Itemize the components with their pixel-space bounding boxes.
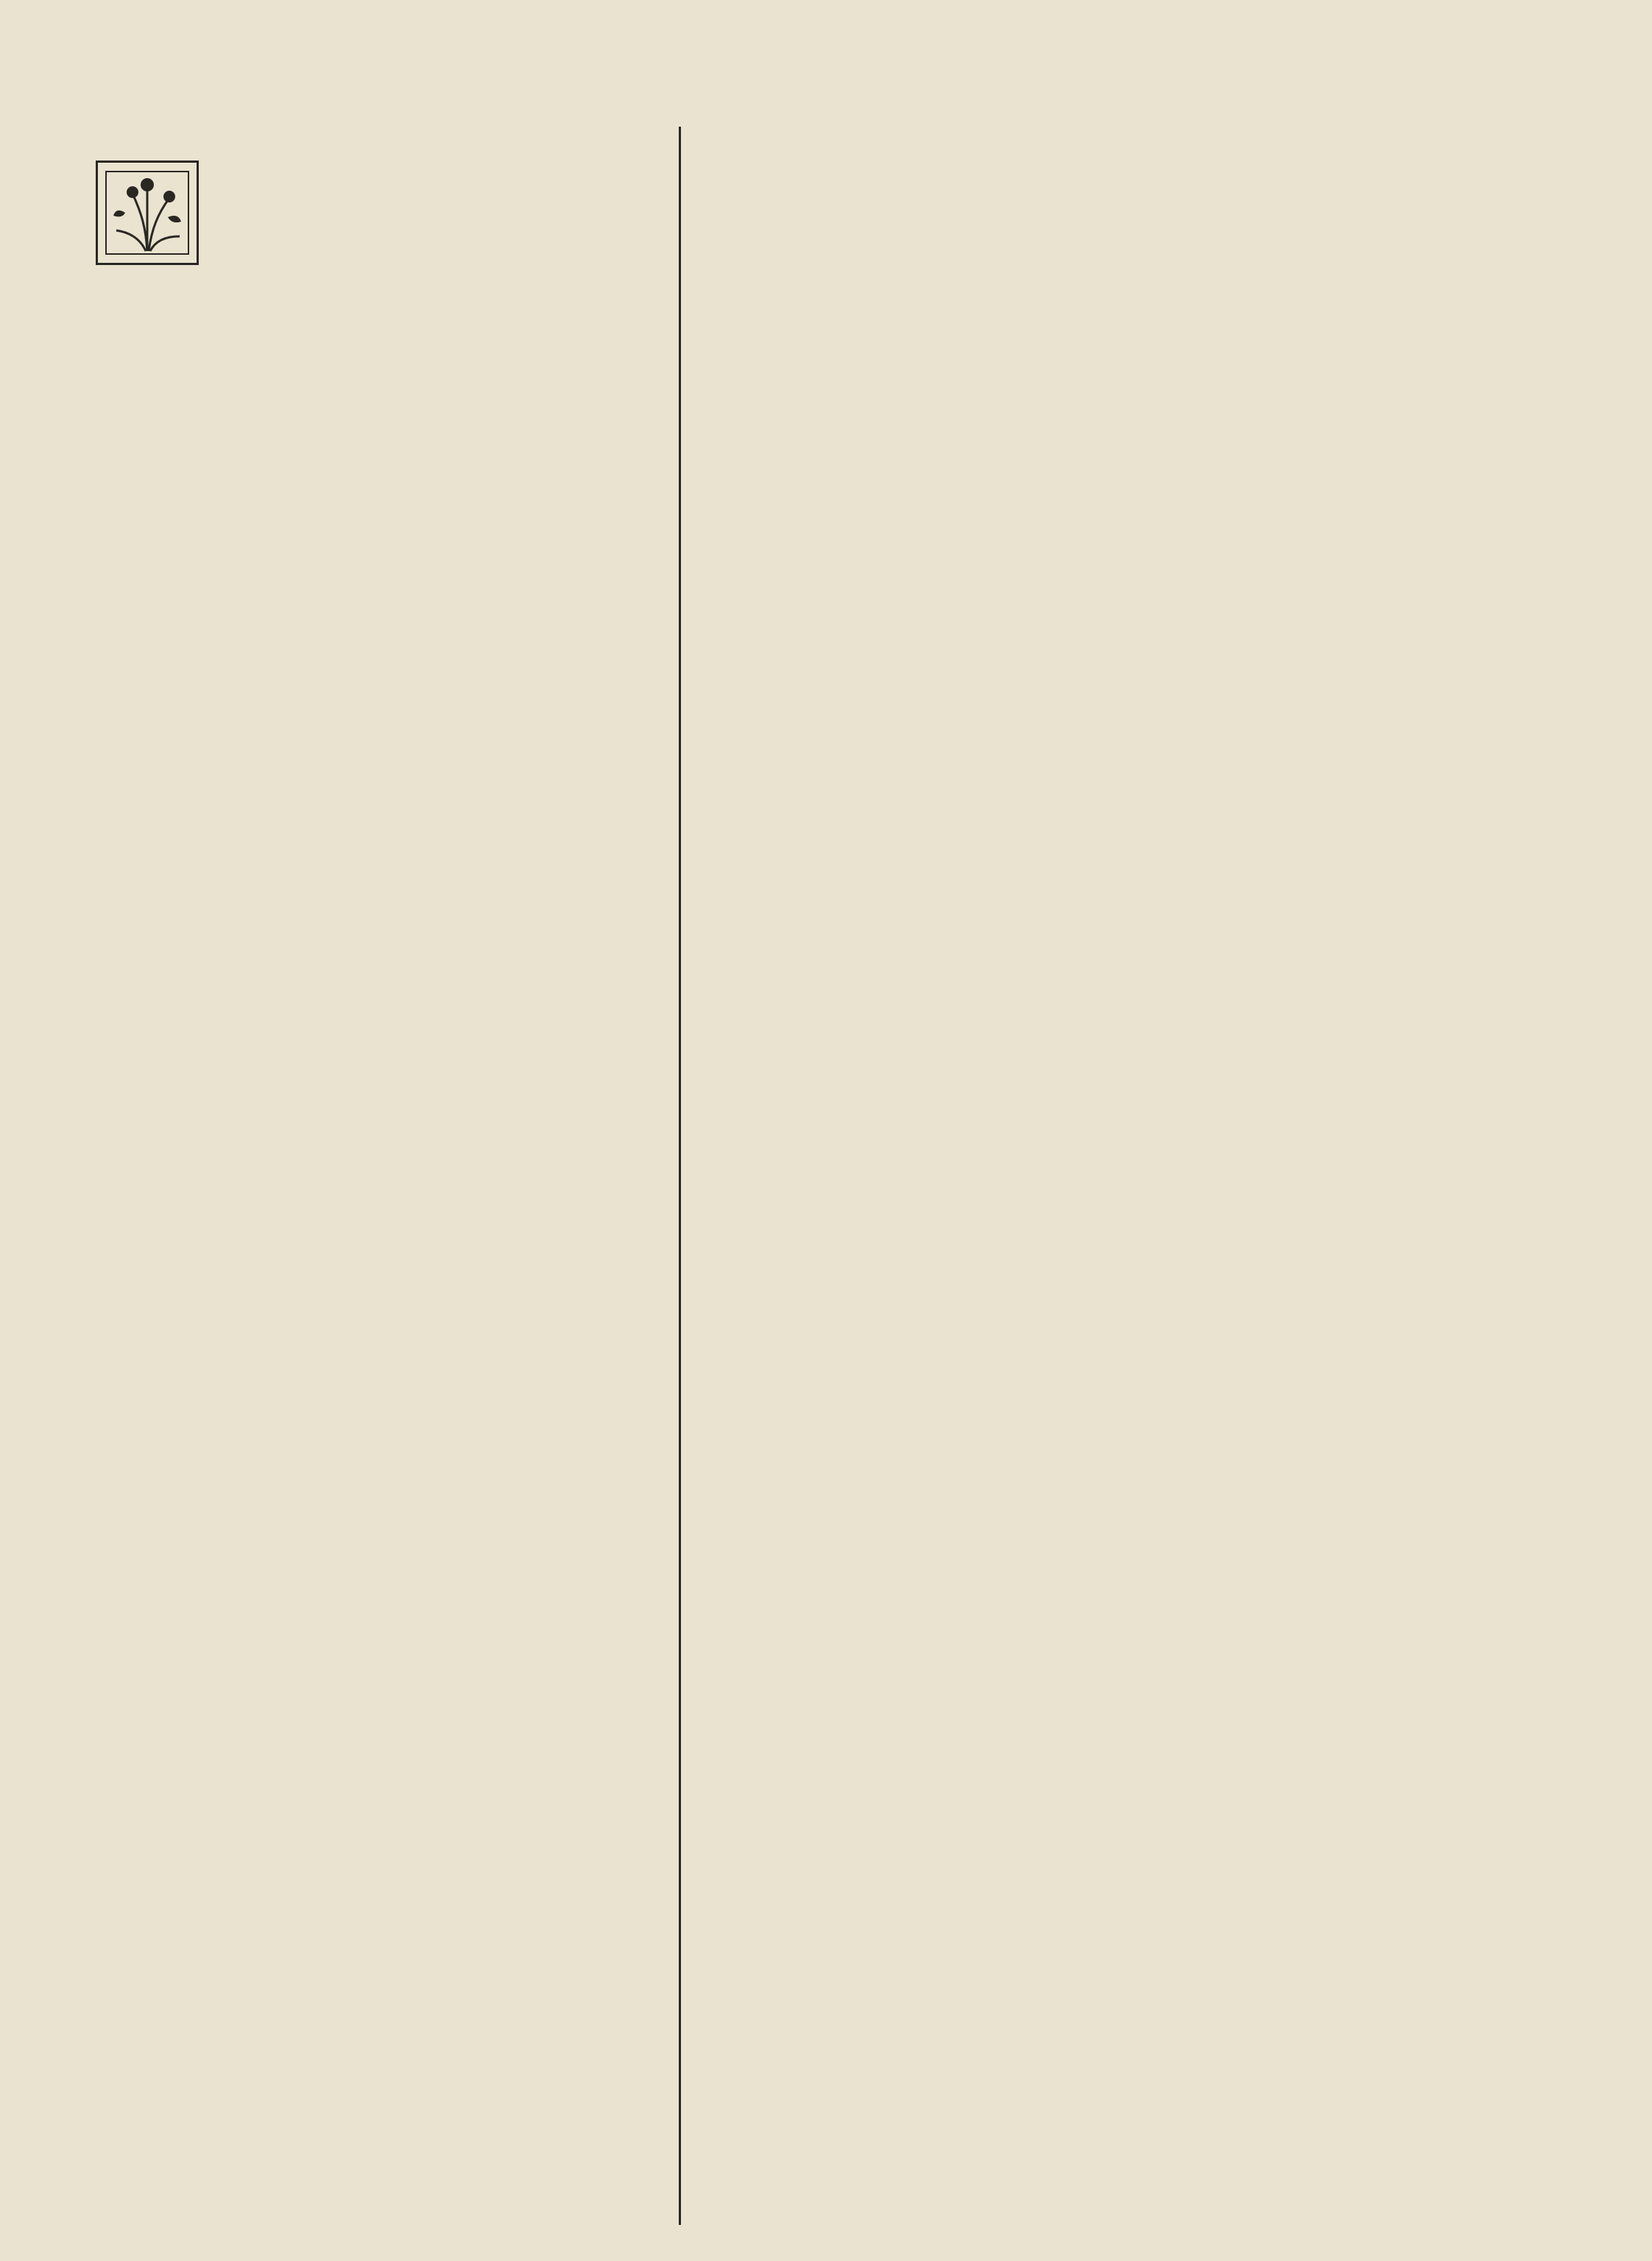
left-column: [96, 127, 663, 339]
news-title: [205, 156, 224, 303]
ornament-box: [96, 161, 199, 265]
news-header: [96, 156, 663, 303]
plant-ornament-icon: [103, 169, 191, 257]
column-divider: [679, 127, 681, 2225]
